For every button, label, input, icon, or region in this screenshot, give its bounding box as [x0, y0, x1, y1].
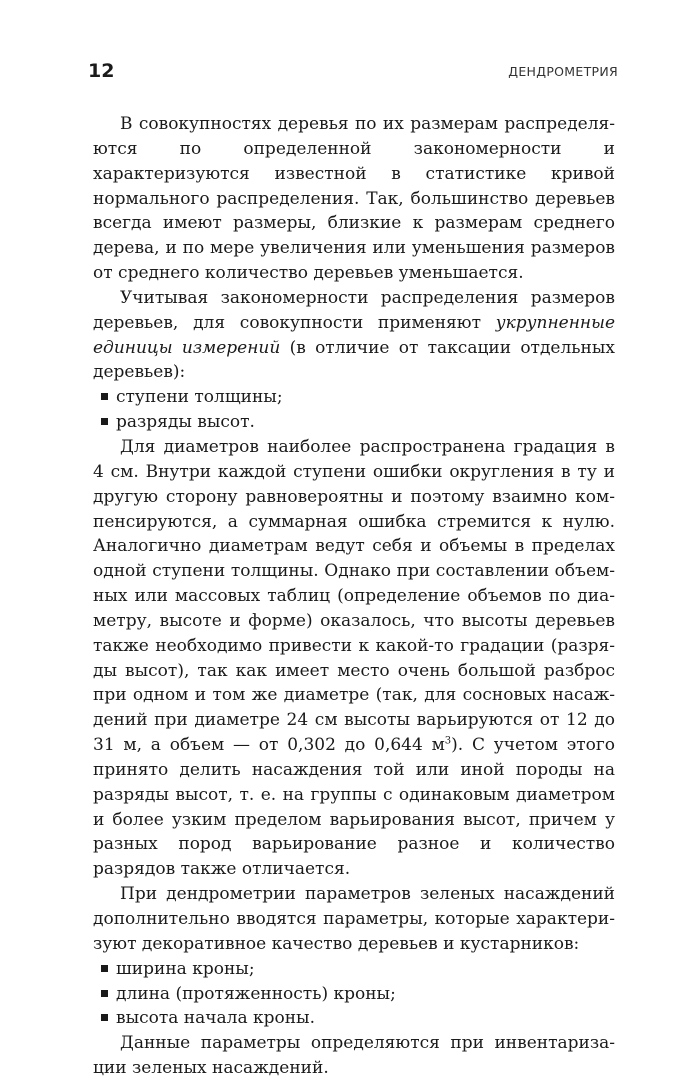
- list-item-text: высота начала кроны.: [116, 1008, 315, 1029]
- paragraph-5: Данные параметры определяются при инвентаризации зеленых насаждений.: [93, 1033, 615, 1079]
- list-item-text: длина (протяженность) кроны;: [116, 983, 396, 1004]
- page-header: [88, 60, 618, 90]
- page-number: 12: [88, 60, 115, 82]
- paragraph-2-italic-term: укрупненные единицы измерений: [93, 312, 615, 358]
- list-item-text: ступени толщины;: [116, 387, 283, 408]
- list-item-text: ширина кроны;: [116, 958, 255, 979]
- paragraph-1: В совокупностях деревья по их размерам распределяются по определенной закономерности и характеризуются известной в статистике кривой нормального распределения. Так, большинство деревьев всегда имеют размеры, близкие к размерам среднего дерева, и по мере увеличения или уменьшения размеров от среднего количество деревьев уменьшается.: [93, 114, 615, 284]
- bullet-icon: [101, 990, 108, 997]
- paragraph-2-end: (в отличие от таксации отдельных деревьев):: [93, 337, 615, 383]
- paragraph-2-start: Учитывая закономерности распределения размеров деревьев, для совокупности применяют: [93, 287, 615, 333]
- paragraph-3-end: ). С учетом этого принято делить насаждения той или иной породы на разряды высот, т. е. на группы с одинаковым диаметром и более узким пределом варьирования высот, причем у разных пород варьирование разное и количество разрядов также отличается.: [93, 735, 615, 880]
- list-item: [93, 957, 615, 982]
- bullet-icon: [101, 965, 108, 972]
- paragraph-2: [93, 286, 615, 385]
- units-list: [93, 385, 615, 435]
- paragraph-3: [93, 435, 615, 882]
- bullet-icon: [101, 1014, 108, 1021]
- list-item: [93, 982, 615, 1007]
- running-title: ДЕНДРОМЕТРИЯ: [508, 64, 618, 79]
- list-item: [93, 385, 615, 410]
- body-text: [93, 112, 615, 1081]
- paragraph-4: При дендрометрии параметров зеленых насаждений дополнительно вводятся параметры, которые характеризуют декоративное качество деревьев и кустарников:: [93, 884, 615, 954]
- bullet-icon: [101, 393, 108, 400]
- paragraph-3-start: Для диаметров наиболее распространена градация в 4 см. Внутри каждой ступени ошибки округления в ту и другую сторону равновероятны и поэтому взаимно компенсируются, а суммарная ошибка стремится к нулю. Аналогично диаметрам ведут себя и объемы в пределах одной ступени толщины. Однако при составлении объемных или массовых таблиц (определение объемов по диаметру, высоте и форме) оказалось, что высоты деревьев также необходимо привести к какой-то градации (разряды высот), так как имеет место очень большой разброс при одном и том же диаметре (так, для сосновых насаждений при диаметре 24 см высоты варьируются от 12 до 31 м, а объем — от 0,302 до 0,644 м: [93, 436, 615, 756]
- parameters-list: [93, 957, 615, 1032]
- list-item-text: разряды высот.: [116, 412, 255, 433]
- list-item: [93, 410, 615, 435]
- superscript: 3: [444, 735, 452, 747]
- bullet-icon: [101, 418, 108, 425]
- list-item: [93, 1006, 615, 1031]
